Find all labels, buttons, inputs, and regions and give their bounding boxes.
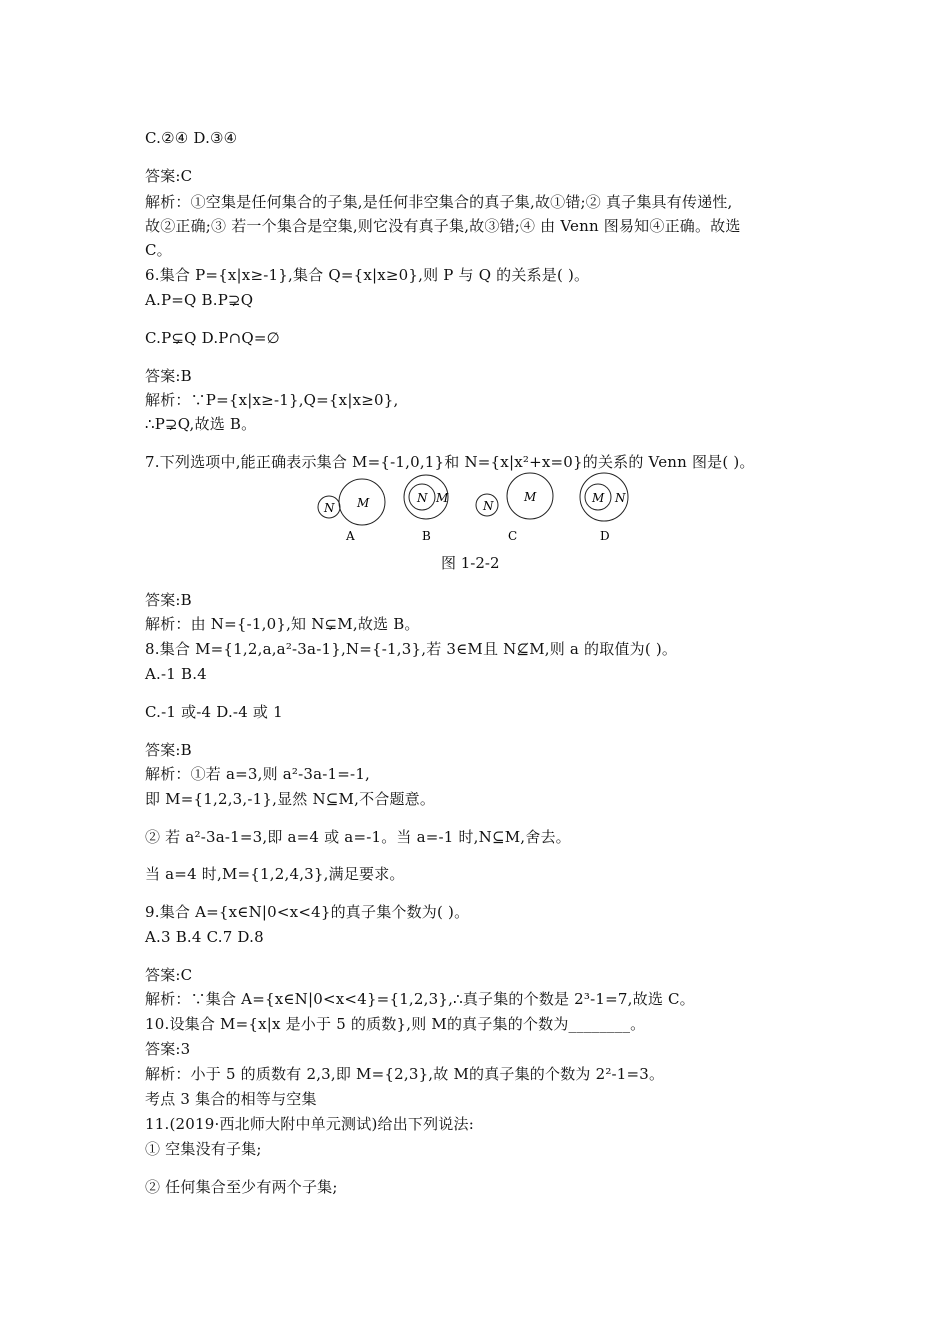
venn-d-option-label: D — [600, 529, 610, 543]
q6-stem: 6.集合 P={x|x≥-1},集合 Q={x|x≥0},则 P 与 Q 的关系是( )。 — [145, 266, 590, 284]
q8-analysis-line-4: 当 a=4 时,M={1,2,4,3},满足要求。 — [145, 865, 405, 883]
q5-analysis-line-1: 解析：①空集是任何集合的子集,是任何非空集合的真子集,故①错;② 真子集具有传递性, — [145, 193, 733, 211]
q5-analysis-line-2: 故②正确;③ 若一个集合是空集,则它没有真子集,故③错;④ 由 Venn 图易知④正确。故选 — [145, 217, 741, 235]
q8-answer: 答案:B — [145, 741, 192, 759]
venn-a-inner-label: N — [324, 501, 335, 515]
q6-options-ab: A.P=Q B.P⊋Q — [145, 291, 254, 309]
q7-answer: 答案:B — [145, 591, 192, 609]
q5-answer: 答案:C — [145, 167, 193, 185]
q8-analysis-line-3: ② 若 a²-3a-1=3,即 a=4 或 a=-1。当 a=-1 时,N⊆M,舍去。 — [145, 828, 571, 846]
q9-stem: 9.集合 A={x∈N|0<x<4}的真子集个数为( )。 — [145, 903, 470, 921]
q7-analysis-line-1: 解析：由 N={-1,0},知 N⊊M,故选 B。 — [145, 615, 420, 633]
q11-item-1: ① 空集没有子集; — [145, 1140, 262, 1158]
venn-option-d — [580, 473, 628, 543]
q9-options: A.3 B.4 C.7 D.8 — [145, 928, 264, 946]
venn-c-inner-label: N — [483, 499, 494, 513]
q9-analysis-line-1: 解析：∵集合 A={x∈N|0<x<4}={1,2,3},∴真子集的个数是 2³-1=7,故选 C。 — [145, 990, 695, 1008]
q5-analysis-line-3: C。 — [145, 241, 172, 259]
q11-item-2: ② 任何集合至少有两个子集; — [145, 1178, 338, 1196]
venn-c-option-label: C — [508, 529, 518, 543]
venn-b-inner-label: N — [417, 491, 428, 505]
venn-b-outer-label: M — [436, 491, 449, 505]
q8-analysis-line-2: 即 M={1,2,3,-1},显然 N⊆M,不合题意。 — [145, 790, 436, 808]
q6-analysis-line-1: 解析：∵P={x|x≥-1},Q={x|x≥0}, — [145, 391, 399, 409]
q9-answer: 答案:C — [145, 966, 193, 984]
venn-figure — [300, 468, 660, 548]
venn-option-a — [318, 479, 385, 543]
venn-d-inner-label: M — [592, 491, 605, 505]
q10-analysis-line-1: 解析：小于 5 的质数有 2,3,即 M={2,3},故 M的真子集的个数为 2²-1=3。 — [145, 1065, 665, 1083]
q8-analysis-line-1: 解析：①若 a=3,则 a²-3a-1=-1, — [145, 765, 371, 783]
q10-stem: 10.设集合 M={x|x 是小于 5 的质数},则 M的真子集的个数为________。 — [145, 1015, 646, 1033]
q5-options-cd: C.②④ D.③④ — [145, 129, 238, 147]
q6-analysis-line-2: ∴P⊋Q,故选 B。 — [145, 415, 257, 433]
q6-options-cd: C.P⊊Q D.P∩Q=∅ — [145, 329, 280, 347]
venn-b-option-label: B — [422, 529, 431, 543]
venn-a-outer-label: M — [357, 496, 370, 510]
q8-options-ab: A.-1 B.4 — [145, 665, 207, 683]
q8-options-cd: C.-1 或-4 D.-4 或 1 — [145, 703, 283, 721]
venn-option-c — [476, 473, 553, 543]
figure-caption: 图 1-2-2 — [441, 554, 500, 572]
q6-answer: 答案:B — [145, 367, 192, 385]
venn-c-outer-label: M — [524, 490, 537, 504]
q7-stem: 7.下列选项中,能正确表示集合 M={-1,0,1}和 N={x|x²+x=0}的关系的 Venn 图是( )。 — [145, 453, 755, 471]
section-heading-kaodian3: 考点 3 集合的相等与空集 — [145, 1090, 317, 1108]
q8-stem: 8.集合 M={1,2,a,a²-3a-1},N={-1,3},若 3∈M且 N⊈M,则 a 的取值为( )。 — [145, 640, 678, 658]
venn-d-outer-label: N — [615, 491, 626, 505]
q11-stem: 11.(2019·西北师大附中单元测试)给出下列说法: — [145, 1115, 474, 1133]
q10-answer: 答案:3 — [145, 1040, 191, 1058]
venn-a-option-label: A — [346, 529, 355, 543]
venn-option-b — [404, 475, 449, 543]
